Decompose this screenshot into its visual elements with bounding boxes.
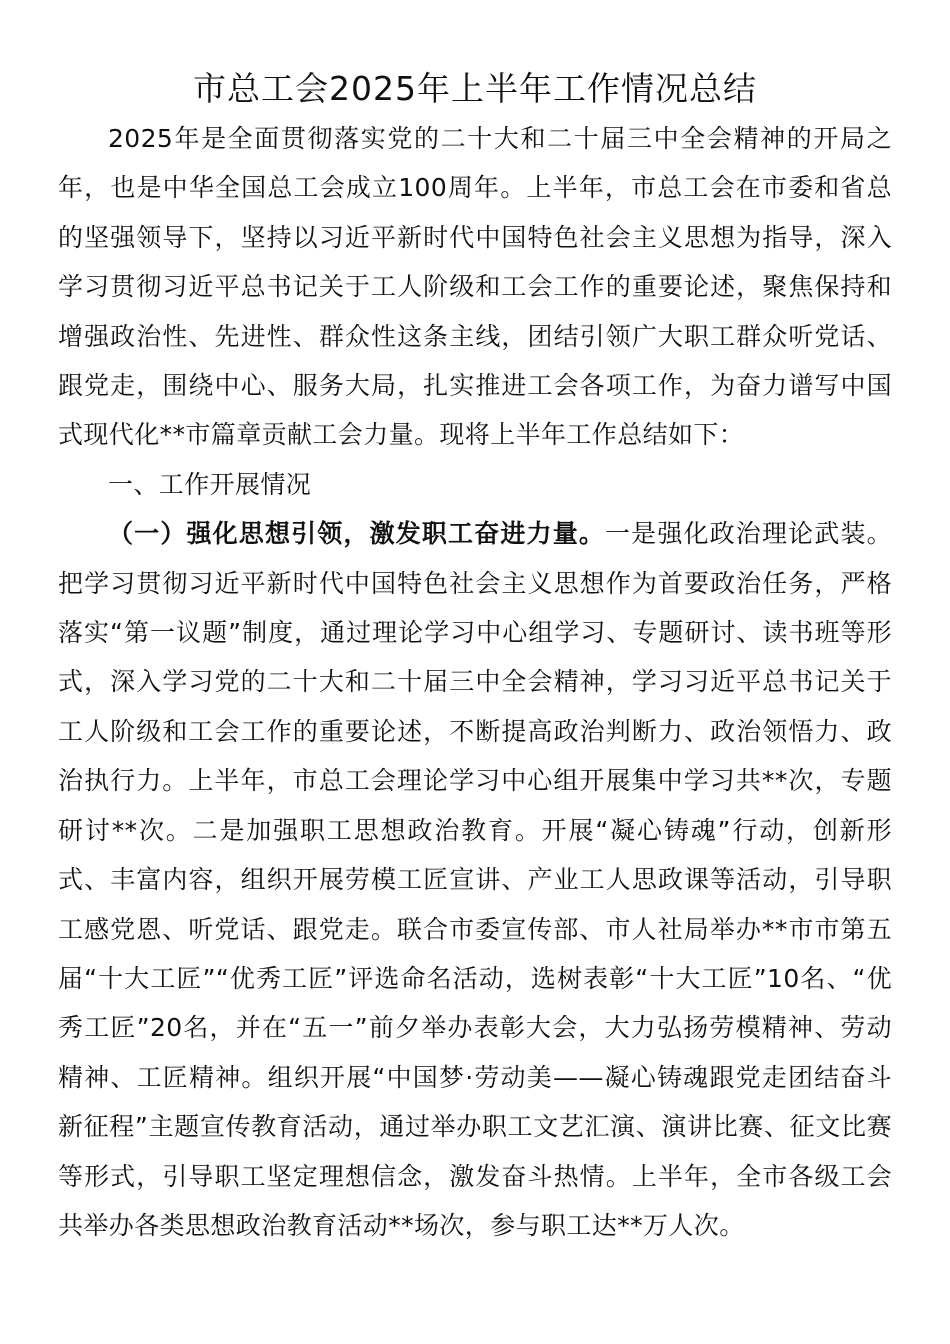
section-heading-work-status: 一、工作开展情况 [108,469,312,499]
subsection-body-ideology: 一是强化政治理论武装。把学习贯彻习近平新时代中国特色社会主义思想作为首要政治任务，严格落实“第一议题”制度，通过理论学习中心组学习、专题研讨、读书班等形式，深入学习党的二十大和二十届三中全会精神，学习习近平总书记关于工人阶级和工会工作的重要论述，不断提高政治判断力、政治领悟力、政治执行力。上半年，市总工会理论学习中心组开展集中学习共**次，专题研讨**次。二是加强职工思想政治教育。开展“凝心铸魂”行动，创新形式、丰富内容，组织开展劳模工匠宣讲、产业工人思政课等活动，引导职工感党恩、听党话、跟党走。联合市委宣传部、市人社局举办**市市第五届“十大工匠”“优秀工匠”评选命名活动，选树表彰“十大工匠”10名、“优秀工匠”20名，并在“五一”前夕举办表彰大会，大力弘扬劳模精神、劳动精神、工匠精神。组织开展“中国梦·劳动美——凝心铸魂跟党走团结奋斗新征程”主题宣传教育活动，通过举办职工文艺汇演、演讲比赛、征文比赛等形式，引导职工坚定理想信念，激发奋斗热情。上半年，全市各级工会共举办各类思想政治教育活动**场次，参与职工达**万人次。 [58,519,892,1240]
subsection-heading-ideology: （一）强化思想引领，激发职工奋进力量。 [108,519,606,549]
document-title: 市总工会2025年上半年工作情况总结 [193,69,757,108]
intro-paragraph: 2025年是全面贯彻落实党的二十大和二十届三中全会精神的开局之年，也是中华全国总工会成立100周年。上半年，市总工会在市委和省总的坚强领导下，坚持以习近平新时代中国特色社会主义思想为指导，深入学习贯彻习近平总书记关于工人阶级和工会工作的重要论述，聚焦保持和增强政治性、先进性、群众性这条主线，团结引领广大职工群众听党话、跟党走，围绕中心、服务大局，扎实推进工会各项工作，为奋力谱写中国式现代化**市篇章贡献工会力量。现将上半年工作总结如下： [58,124,892,450]
subsection-paragraph-ideology [58,509,892,1250]
document-body [58,114,892,1250]
